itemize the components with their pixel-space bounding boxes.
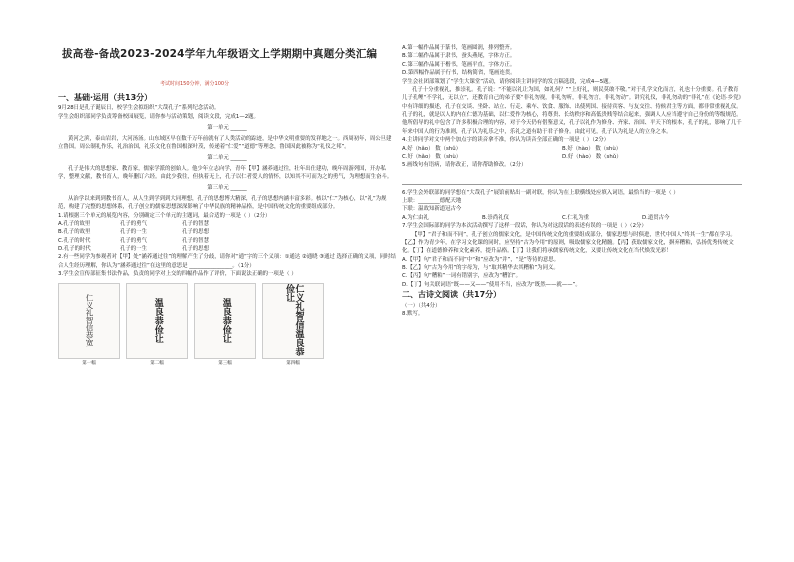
calligraphy-caption: 第二幅 — [150, 360, 164, 366]
question-5: 5.画线句有语病，请你改正，请你帮助修改。（2分） — [402, 162, 527, 169]
exam-time: 考试时间150分钟，满分100分 — [160, 81, 230, 87]
q6-option: A.为仁由礼 — [402, 214, 429, 221]
q1-option: 孔子的勇气 — [120, 237, 147, 244]
unit-2-heading: 第二单元 ______ — [207, 155, 247, 162]
q3-option: B.第二幅作品属于隶书，蚕头燕尾，字体方正。 — [402, 53, 516, 60]
question-3: 3.学生会宣传部征集书法作品，负责的同学对上交的四幅作品作了评价，下面说法正确的一项是（ ） — [58, 271, 297, 278]
speech-text: 孔子十分重视礼，推崇礼。孔子说：“不能以礼让为国，如礼何？”“上好礼，则民莫敢不敬。”对于孔学文化而言，礼也十分重要。孔子教育儿子孔鲤“不学礼，无以立”，还教育自己的弟子要“非礼勿视，非礼勿听，非礼勿言，非礼勿动”。讲究礼仪，非礼勿动的“非礼”在《论语·乡党》中有详细的描述，孔子在交谈、坐卧、站立、行走、乘车、饮食、服饰、出使列国、接待宾客、与友交往、侍候君主等方面，都非常重视礼仪。孔子的礼，就是以人的内在仁德为基础，以仁爱作为核心，将尊贵、长幼秩序和高低贵贱等结合起来，强调人人应当遵守自己身份的等级规范。他所倡导的礼中包含了许多积极合理的内容，对于今天仍有借鉴意义，孔子以礼作为修身、齐家、治国、平天下的根本，孔子的礼，影响了几千年来中国人的行为准则，孔子认为礼乐之中，乐礼之道有助于君子修身。由此可见，孔子认为礼是人的立身之本。 — [402, 86, 742, 135]
couplet-bottom: 下联：温故知新道冠古今 — [402, 206, 462, 213]
question-7: 7.学生会国际部的同学为本次活动撰写了这样一段话，你认为对这段话的表述有误的一项是（ ）（2分） — [402, 223, 647, 230]
unit-1-text: 黄河之滨，泰山岩岩，大河汤汤。山东域区早在数千万年前就有了人类活动的踪迹，是中华文明重要的发祥地之一。西周初年，周公旦建立鲁国。周公制礼作乐，礼治治国，礼乐文化在鲁国根深叶茂，传递着“仁爱”“道德”等理念，鲁国因此被称为“礼仪之邦”。 — [58, 135, 392, 150]
question-4-options — [402, 145, 742, 162]
q1-option: 孔子的一生 — [120, 246, 147, 253]
q1-option: C.孔子的时代 — [58, 237, 91, 244]
q1-option: 孔子的智慧 — [182, 220, 209, 227]
calligraphy-panel-4: 仁义礼智信温良恭俭让 — [262, 283, 324, 359]
calligraphy-panel-1: 仁义礼智信恭宽 — [58, 283, 120, 359]
unit-1-heading: 第一单元 ______ — [207, 125, 247, 132]
intro-text-2: 学生会组织部同学负责筹备校园展览，请你参与活动策划，阅读文段，完成1—2题。 — [58, 113, 259, 120]
q4-option: D.好（hào） 数（shǔ） — [562, 153, 622, 160]
question-7-text: 【甲】“君子和而不同”，孔子创立的儒家文化，是中国传统文化的重要组成部分，儒家思想与时俱进，世代中国人“终其一生”都在学习。【乙】作为青少年，在学习文化课的同时，应坚持“古为今用”的原则，吸取儒家文化精髓。【丙】获取儒家文化，摒弃糟粕，弘扬优秀传统文化。【丁】在道德修养和文化素养，提升品格。【丁】让我们将承儒家传统文化，又要让传统文化在当代焕发光彩！ — [402, 231, 736, 255]
unit-3-text: 从治学以来到到教书育人，从人生到学到到大同理想，孔子的思想博大精深，孔子的思想内涵丰富多彩。核以“仁”为核心，以“礼”为规范，构建了完整的思想体系，孔子创立的儒家思想深深影响了中华民族的精神品格，是中国传统文化的重要组成部分。 — [58, 195, 387, 211]
q4-option: B.好（hào） 数（shù） — [562, 145, 622, 152]
couplet-top: 上联：________德配天地 — [402, 198, 462, 204]
calligraphy-caption: 第四幅 — [286, 360, 300, 366]
question-6: 6.学生会外联部的同学想在“大哉孔子”展馆前贴出一副对联，你认为在上联横线处应填入词语，最恰当的一项是（ ） — [402, 189, 679, 196]
subsection-1: （一）（共4分） — [402, 302, 441, 309]
calligraphy-panels — [58, 283, 396, 359]
q1-option: 孔子的一生 — [120, 229, 147, 236]
q3-option: A.第一幅作品属于篆书，笔画圆润，排列整齐。 — [402, 45, 516, 51]
q4-option: C.好（hǎo） 数（shù） — [402, 153, 462, 160]
section-heading-2: 二、古诗文阅读（共17分） — [402, 290, 502, 300]
calligraphy-panel-2: 温良恭俭让 — [126, 283, 188, 359]
q7-option: D.【丁】句关联词语“既——又——”使用不当，应改为“既然——就——”。 — [402, 281, 581, 288]
question-1: 1.请根据三个单元的展览内容，分别确定三个单元的主题词，最合适的一项是（ ）（2分） — [58, 212, 271, 219]
left-column — [58, 92, 396, 367]
divider — [402, 184, 742, 185]
question-2: 2.有一些同学为参观者对【甲】处“涵养通过往”的理解产生了分歧，请你对“通”字的三个义项：①通达 ②通晓 ③通过 选择正确的义项，同时结合人生经历理解，你认为“涵养通过往”在这里的意思是 ________________。（1分） — [58, 254, 396, 269]
q7-option: A.【甲】句“君子和而不同”中“和”应改为“并”，“是”等待的意思。 — [402, 256, 560, 263]
page-title: 拔高卷-备战2023-2024学年九年级语文上学期期中真题分类汇编 — [62, 48, 378, 60]
unit-2-text: 孔子是伟大的思想家、教育家，儒家学派的创始人。他少年立志向学，青年【甲】涵养通过往，壮年出仕建功，晚年周游列国，开办私学，整理文献，教书育人，晚年删订六经。由此少我往，但执着无上，孔子以仁者爱人的情怀，以知其不可而为之的勇气，为理想而生奋斗。 — [58, 165, 393, 181]
calligraphy-panel-3: 温良恭俭让 — [194, 283, 256, 359]
q6-option: B.崇尚礼仪 — [482, 214, 509, 221]
question-1-options — [58, 220, 396, 254]
q6-option: C.仁礼为重 — [562, 214, 590, 221]
q1-option: 孔子的思想 — [182, 246, 209, 253]
q1-option: A.孔子的故里 — [58, 220, 91, 227]
section-heading-1: 一、基础·运用（共13分） — [58, 93, 153, 102]
unit-3-heading: 第三单元 ______ — [207, 185, 247, 192]
q3-option: D.第四幅作品属于行书，结构简省，笔画连贯。 — [402, 70, 516, 77]
q7-option: C.【丙】句“糟粕”一词有错别字，应改为“糟泊”。 — [402, 273, 522, 280]
q1-option: 孔子的勇气 — [120, 220, 147, 227]
speech-intro: 学生会社团部策划了“学生大课堂”活动，请你阅读主讲同学的发言稿选段，完成4—5题。 — [402, 78, 614, 85]
question-8: 8.默写。 — [402, 310, 424, 317]
intro-text: 9月28日是孔子诞辰日，校学生会拟组织“大哉孔子”系列纪念活动。 — [58, 105, 220, 112]
q1-option: B.孔子的故里 — [58, 229, 91, 236]
question-6-options — [402, 214, 742, 222]
calligraphy-captions — [58, 361, 396, 368]
q6-option: D.道贯古今 — [642, 214, 670, 221]
q7-option: B.【乙】句“古为今用”的字母为，与“取其精华去其糟粕”为同义。 — [402, 265, 559, 271]
q3-option: C.第三幅作品属于楷书，笔画平直，字体方正。 — [402, 61, 516, 68]
q1-option: 孔子的智慧 — [182, 237, 209, 244]
calligraphy-caption: 第三幅 — [218, 360, 232, 366]
q1-option: D.孔子的时代 — [58, 246, 91, 253]
calligraphy-caption: 第一幅 — [82, 360, 96, 366]
question-4: 4.主讲同学对文中两个加点字的读音拿不准，你认为读音全部正确的一项是（ ）（2分） — [402, 137, 610, 144]
q4-option: A.好（hǎo） 数（shǔ） — [402, 145, 462, 152]
right-column — [402, 44, 742, 318]
q1-option: 孔子的思想 — [182, 229, 209, 236]
